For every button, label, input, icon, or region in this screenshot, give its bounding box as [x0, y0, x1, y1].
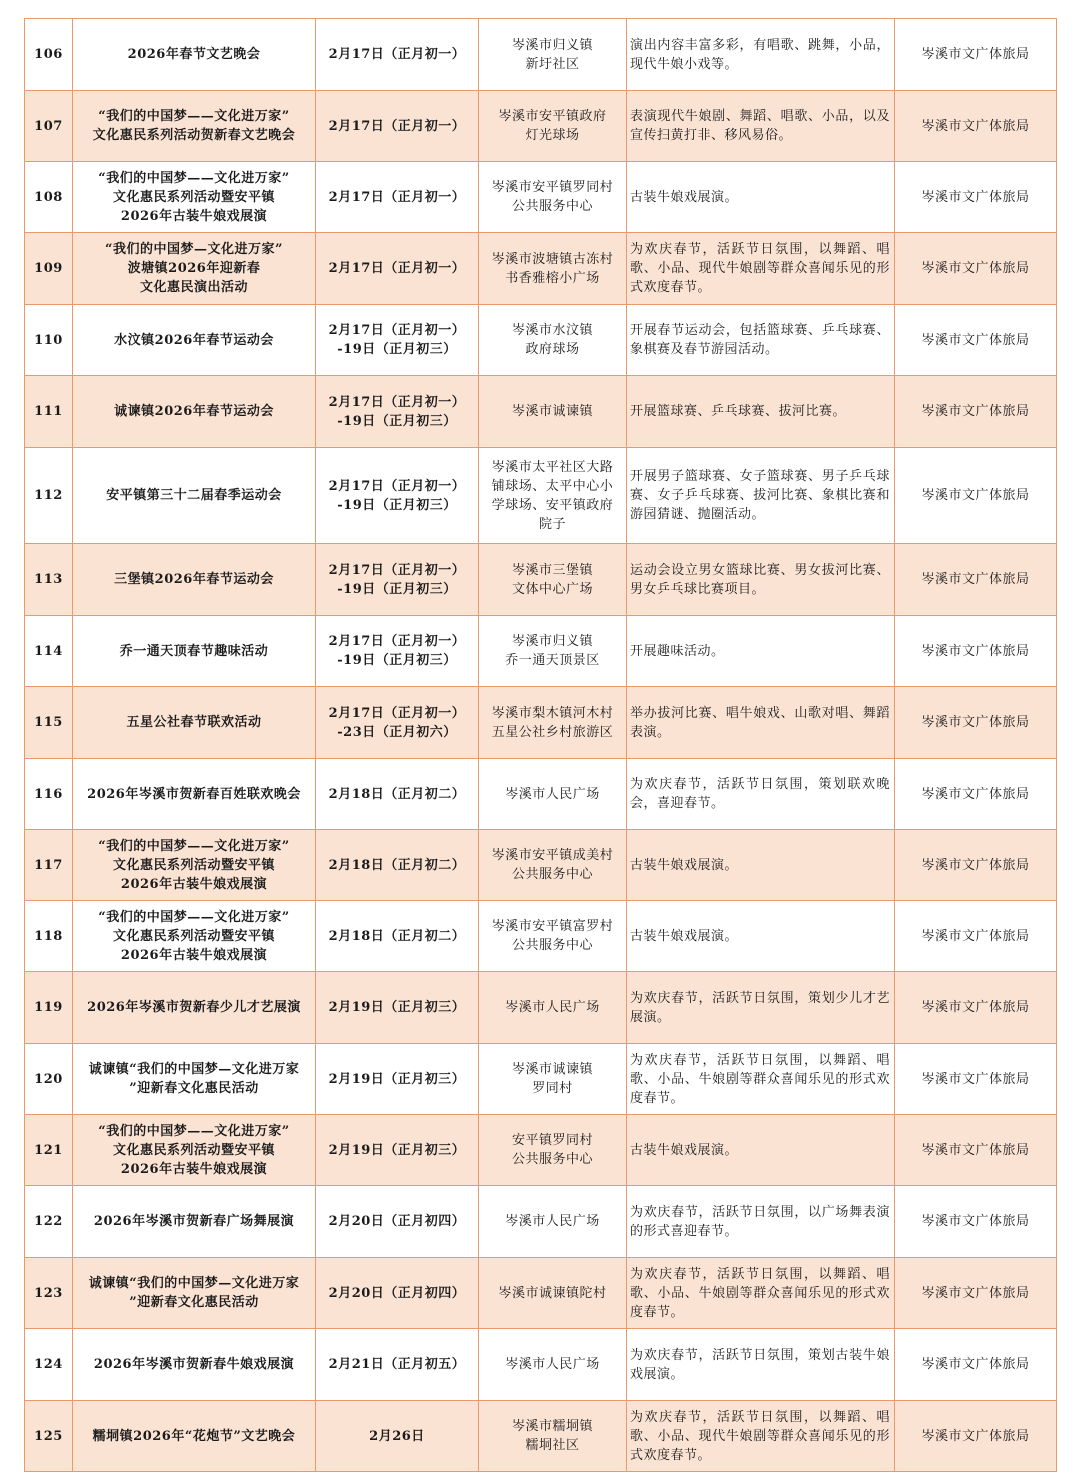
table-row	[25, 1115, 1057, 1186]
table-row	[25, 305, 1057, 376]
event-content: 表演现代牛娘剧、舞蹈、唱歌、小品，以及宣传扫黄打非、移风易俗。	[627, 91, 895, 162]
event-name: “我们的中国梦——文化进万家” 文化惠民系列活动暨安平镇 2026年古装牛娘戏展演	[73, 901, 316, 972]
event-location: 岑溪市人民广场	[479, 1186, 627, 1258]
event-name: 2026年春节文艺晚会	[73, 19, 316, 91]
event-name: “我们的中国梦——文化进万家” 文化惠民系列活动暨安平镇 2026年古装牛娘戏展演	[73, 162, 316, 233]
row-number: 123	[25, 1258, 73, 1329]
event-organizer: 岑溪市文广体旅局	[895, 233, 1057, 305]
event-name: 糯垌镇2026年“花炮节”文艺晚会	[73, 1401, 316, 1472]
event-schedule-table	[24, 18, 1057, 1472]
event-content: 演出内容丰富多彩，有唱歌、跳舞，小品，现代牛娘小戏等。	[627, 19, 895, 91]
event-content: 为欢庆春节，活跃节日氛围，策划联欢晚会，喜迎春节。	[627, 759, 895, 830]
event-content: 古装牛娘戏展演。	[627, 162, 895, 233]
event-name: “我们的中国梦——文化进万家” 文化惠民系列活动暨安平镇 2026年古装牛娘戏展演	[73, 830, 316, 901]
table-row	[25, 544, 1057, 616]
event-name: “我们的中国梦——文化进万家” 文化惠民系列活动暨安平镇 2026年古装牛娘戏展演	[73, 1115, 316, 1186]
event-date: 2月17日（正月初一） -19日（正月初三）	[316, 544, 479, 616]
row-number: 117	[25, 830, 73, 901]
row-number: 115	[25, 687, 73, 759]
event-date: 2月20日（正月初四）	[316, 1258, 479, 1329]
row-number: 108	[25, 162, 73, 233]
row-number: 121	[25, 1115, 73, 1186]
event-name: 诚谏镇“我们的中国梦—文化进万家 ”迎新春文化惠民活动	[73, 1258, 316, 1329]
event-date: 2月17日（正月初一） -19日（正月初三）	[316, 305, 479, 376]
event-location: 岑溪市安平镇富罗村 公共服务中心	[479, 901, 627, 972]
event-organizer: 岑溪市文广体旅局	[895, 1329, 1057, 1401]
event-organizer: 岑溪市文广体旅局	[895, 1115, 1057, 1186]
event-content: 举办拔河比赛、唱牛娘戏、山歌对唱、舞蹈表演。	[627, 687, 895, 759]
event-date: 2月21日（正月初五）	[316, 1329, 479, 1401]
event-organizer: 岑溪市文广体旅局	[895, 830, 1057, 901]
event-name: “我们的中国梦—文化进万家” 波塘镇2026年迎新春 文化惠民演出活动	[73, 233, 316, 305]
event-location: 岑溪市安平镇罗同村 公共服务中心	[479, 162, 627, 233]
table-row	[25, 233, 1057, 305]
event-name: 水汶镇2026年春节运动会	[73, 305, 316, 376]
event-date: 2月17日（正月初一） -23日（正月初六）	[316, 687, 479, 759]
table-row	[25, 1401, 1057, 1472]
row-number: 107	[25, 91, 73, 162]
row-number: 120	[25, 1044, 73, 1115]
event-name: 2026年岑溪市贺新春牛娘戏展演	[73, 1329, 316, 1401]
event-date: 2月17日（正月初一）	[316, 162, 479, 233]
event-location: 岑溪市安平镇成美村 公共服务中心	[479, 830, 627, 901]
table-row	[25, 972, 1057, 1044]
row-number: 122	[25, 1186, 73, 1258]
table-body	[25, 19, 1057, 1472]
table-row	[25, 687, 1057, 759]
event-organizer: 岑溪市文广体旅局	[895, 305, 1057, 376]
row-number: 112	[25, 448, 73, 544]
table-row	[25, 19, 1057, 91]
event-location: 岑溪市诚谏镇陀村	[479, 1258, 627, 1329]
event-date: 2月17日（正月初一）	[316, 233, 479, 305]
event-name: 五星公社春节联欢活动	[73, 687, 316, 759]
event-date: 2月17日（正月初一） -19日（正月初三）	[316, 376, 479, 448]
event-content: 为欢庆春节，活跃节日氛围，以舞蹈、唱歌、小品、现代牛娘剧等群众喜闻乐见的形式欢度春节。	[627, 233, 895, 305]
event-location: 岑溪市安平镇政府 灯光球场	[479, 91, 627, 162]
row-number: 116	[25, 759, 73, 830]
event-organizer: 岑溪市文广体旅局	[895, 162, 1057, 233]
event-name: 2026年岑溪市贺新春广场舞展演	[73, 1186, 316, 1258]
event-content: 开展春节运动会，包括篮球赛、乒乓球赛、象棋赛及春节游园活动。	[627, 305, 895, 376]
event-organizer: 岑溪市文广体旅局	[895, 91, 1057, 162]
table-row	[25, 830, 1057, 901]
table-row	[25, 616, 1057, 687]
event-content: 为欢庆春节，活跃节日氛围，以舞蹈、唱歌、小品、牛娘剧等群众喜闻乐见的形式欢度春节。	[627, 1044, 895, 1115]
event-organizer: 岑溪市文广体旅局	[895, 544, 1057, 616]
event-date: 2月18日（正月初二）	[316, 830, 479, 901]
event-date: 2月19日（正月初三）	[316, 1044, 479, 1115]
event-content: 开展男子篮球赛、女子篮球赛、男子乒乓球赛、女子乒乓球赛、拔河比赛、象棋比赛和游园猜谜、抛圈活动。	[627, 448, 895, 544]
event-organizer: 岑溪市文广体旅局	[895, 616, 1057, 687]
event-content: 为欢庆春节，活跃节日氛围，以舞蹈、唱歌、小品、现代牛娘剧等群众喜闻乐见的形式欢度春节。	[627, 1401, 895, 1472]
event-content: 为欢庆春节，活跃节日氛围，以舞蹈、唱歌、小品、牛娘剧等群众喜闻乐见的形式欢度春节。	[627, 1258, 895, 1329]
event-name: “我们的中国梦——文化进万家” 文化惠民系列活动贺新春文艺晚会	[73, 91, 316, 162]
event-date: 2月20日（正月初四）	[316, 1186, 479, 1258]
event-content: 为欢庆春节，活跃节日氛围，以广场舞表演的形式喜迎春节。	[627, 1186, 895, 1258]
event-location: 岑溪市人民广场	[479, 1329, 627, 1401]
event-location: 岑溪市糯垌镇 糯垌社区	[479, 1401, 627, 1472]
event-content: 开展篮球赛、乒乓球赛、拔河比赛。	[627, 376, 895, 448]
table-row	[25, 162, 1057, 233]
table-row	[25, 448, 1057, 544]
row-number: 106	[25, 19, 73, 91]
event-location: 岑溪市人民广场	[479, 972, 627, 1044]
event-content: 为欢庆春节，活跃节日氛围，策划古装牛娘戏展演。	[627, 1329, 895, 1401]
event-name: 乔一通天顶春节趣味活动	[73, 616, 316, 687]
event-location: 岑溪市人民广场	[479, 759, 627, 830]
event-location: 岑溪市波塘镇古冻村 书香雅榕小广场	[479, 233, 627, 305]
event-location: 岑溪市三堡镇 文体中心广场	[479, 544, 627, 616]
event-date: 2月19日（正月初三）	[316, 1115, 479, 1186]
table-row	[25, 376, 1057, 448]
event-schedule-table-wrapper	[24, 18, 1057, 1472]
event-content: 运动会设立男女篮球比赛、男女拔河比赛、男女乒乓球比赛项目。	[627, 544, 895, 616]
event-content: 古装牛娘戏展演。	[627, 830, 895, 901]
event-name: 安平镇第三十二届春季运动会	[73, 448, 316, 544]
event-organizer: 岑溪市文广体旅局	[895, 1401, 1057, 1472]
event-organizer: 岑溪市文广体旅局	[895, 19, 1057, 91]
table-row	[25, 1186, 1057, 1258]
event-organizer: 岑溪市文广体旅局	[895, 687, 1057, 759]
event-location: 安平镇罗同村 公共服务中心	[479, 1115, 627, 1186]
event-organizer: 岑溪市文广体旅局	[895, 1044, 1057, 1115]
event-organizer: 岑溪市文广体旅局	[895, 759, 1057, 830]
row-number: 109	[25, 233, 73, 305]
event-name: 三堡镇2026年春节运动会	[73, 544, 316, 616]
row-number: 113	[25, 544, 73, 616]
event-date: 2月19日（正月初三）	[316, 972, 479, 1044]
event-name: 诚谏镇“我们的中国梦—文化进万家 ”迎新春文化惠民活动	[73, 1044, 316, 1115]
event-organizer: 岑溪市文广体旅局	[895, 972, 1057, 1044]
event-location: 岑溪市归义镇 新圩社区	[479, 19, 627, 91]
table-row	[25, 759, 1057, 830]
row-number: 110	[25, 305, 73, 376]
event-name: 诚谏镇2026年春节运动会	[73, 376, 316, 448]
table-row	[25, 1044, 1057, 1115]
event-date: 2月17日（正月初一）	[316, 91, 479, 162]
row-number: 114	[25, 616, 73, 687]
event-organizer: 岑溪市文广体旅局	[895, 448, 1057, 544]
event-location: 岑溪市水汶镇 政府球场	[479, 305, 627, 376]
event-location: 岑溪市太平社区大路 铺球场、太平中心小 学球场、安平镇政府 院子	[479, 448, 627, 544]
table-row	[25, 1329, 1057, 1401]
row-number: 125	[25, 1401, 73, 1472]
table-row	[25, 901, 1057, 972]
event-content: 古装牛娘戏展演。	[627, 901, 895, 972]
row-number: 118	[25, 901, 73, 972]
event-date: 2月26日	[316, 1401, 479, 1472]
event-location: 岑溪市归义镇 乔一通天顶景区	[479, 616, 627, 687]
event-location: 岑溪市诚谏镇	[479, 376, 627, 448]
event-organizer: 岑溪市文广体旅局	[895, 1186, 1057, 1258]
event-location: 岑溪市诚谏镇 罗同村	[479, 1044, 627, 1115]
event-organizer: 岑溪市文广体旅局	[895, 1258, 1057, 1329]
row-number: 124	[25, 1329, 73, 1401]
event-organizer: 岑溪市文广体旅局	[895, 901, 1057, 972]
event-date: 2月17日（正月初一） -19日（正月初三）	[316, 616, 479, 687]
table-row	[25, 1258, 1057, 1329]
event-organizer: 岑溪市文广体旅局	[895, 376, 1057, 448]
event-name: 2026年岑溪市贺新春少儿才艺展演	[73, 972, 316, 1044]
event-location: 岑溪市梨木镇河木村 五星公社乡村旅游区	[479, 687, 627, 759]
table-row	[25, 91, 1057, 162]
row-number: 111	[25, 376, 73, 448]
event-date: 2月17日（正月初一） -19日（正月初三）	[316, 448, 479, 544]
event-date: 2月18日（正月初二）	[316, 901, 479, 972]
row-number: 119	[25, 972, 73, 1044]
event-date: 2月18日（正月初二）	[316, 759, 479, 830]
event-date: 2月17日（正月初一）	[316, 19, 479, 91]
event-content: 开展趣味活动。	[627, 616, 895, 687]
event-content: 为欢庆春节，活跃节日氛围，策划少儿才艺展演。	[627, 972, 895, 1044]
event-name: 2026年岑溪市贺新春百姓联欢晚会	[73, 759, 316, 830]
event-content: 古装牛娘戏展演。	[627, 1115, 895, 1186]
